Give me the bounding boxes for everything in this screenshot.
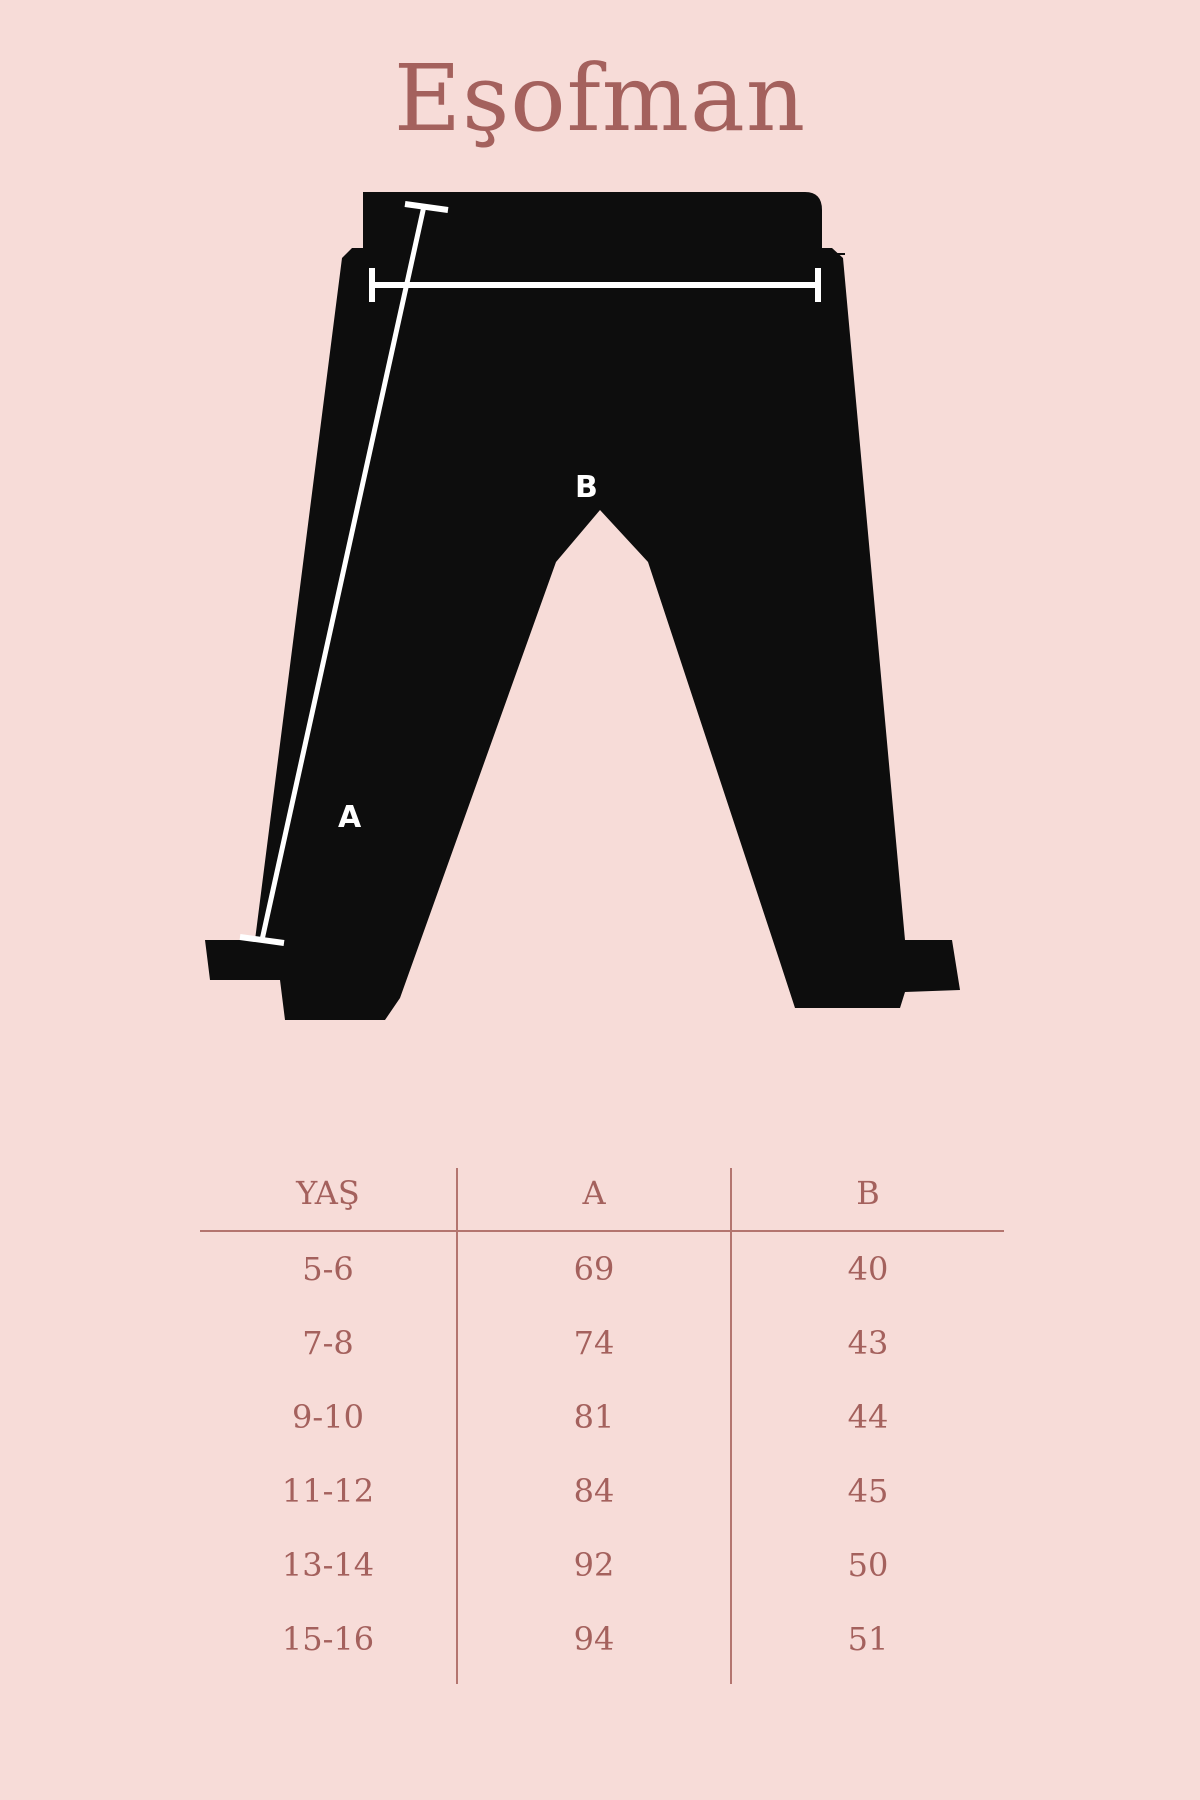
cell-b: 40 — [731, 1231, 1004, 1306]
cell-b: 51 — [731, 1602, 1004, 1684]
column-header-b: B — [731, 1168, 1004, 1231]
cell-a: 94 — [457, 1602, 731, 1684]
table-row — [200, 1602, 1004, 1684]
table-row — [200, 1528, 1004, 1602]
size-table-body — [200, 1231, 1004, 1684]
cell-b: 50 — [731, 1528, 1004, 1602]
column-header-a: A — [457, 1168, 731, 1231]
cell-age: 13-14 — [281, 1546, 375, 1584]
size-table-wrapper — [200, 1168, 1000, 1684]
cell-b: 44 — [731, 1380, 1004, 1454]
cell-b: 43 — [731, 1306, 1004, 1380]
cell-a: 74 — [457, 1306, 731, 1380]
table-row — [200, 1306, 1004, 1380]
cell-b: 45 — [731, 1454, 1004, 1528]
size-table-head — [200, 1168, 1004, 1231]
garment-diagram — [0, 180, 1200, 1040]
pants-shape — [205, 192, 960, 1020]
cell-age: 15-16 — [281, 1620, 375, 1658]
cell-age: 5-6 — [302, 1250, 354, 1288]
cell-a: 84 — [457, 1454, 731, 1528]
table-row — [200, 1380, 1004, 1454]
cell-age: 9-10 — [292, 1398, 364, 1436]
size-table — [200, 1168, 1004, 1684]
cell-a: 69 — [457, 1231, 731, 1306]
column-header-age: YAŞ — [296, 1174, 360, 1212]
measure-label-a: A — [338, 800, 362, 835]
measure-label-b: B — [575, 470, 598, 505]
cell-age: 7-8 — [302, 1324, 354, 1362]
cell-a: 81 — [457, 1380, 731, 1454]
table-row — [200, 1231, 1004, 1306]
sweatpants-icon — [0, 180, 1200, 1040]
cell-age: 11-12 — [281, 1472, 375, 1510]
cell-a: 92 — [457, 1528, 731, 1602]
table-row — [200, 1454, 1004, 1528]
page-title: Eşofman — [393, 45, 807, 152]
table-header-row — [200, 1168, 1004, 1231]
